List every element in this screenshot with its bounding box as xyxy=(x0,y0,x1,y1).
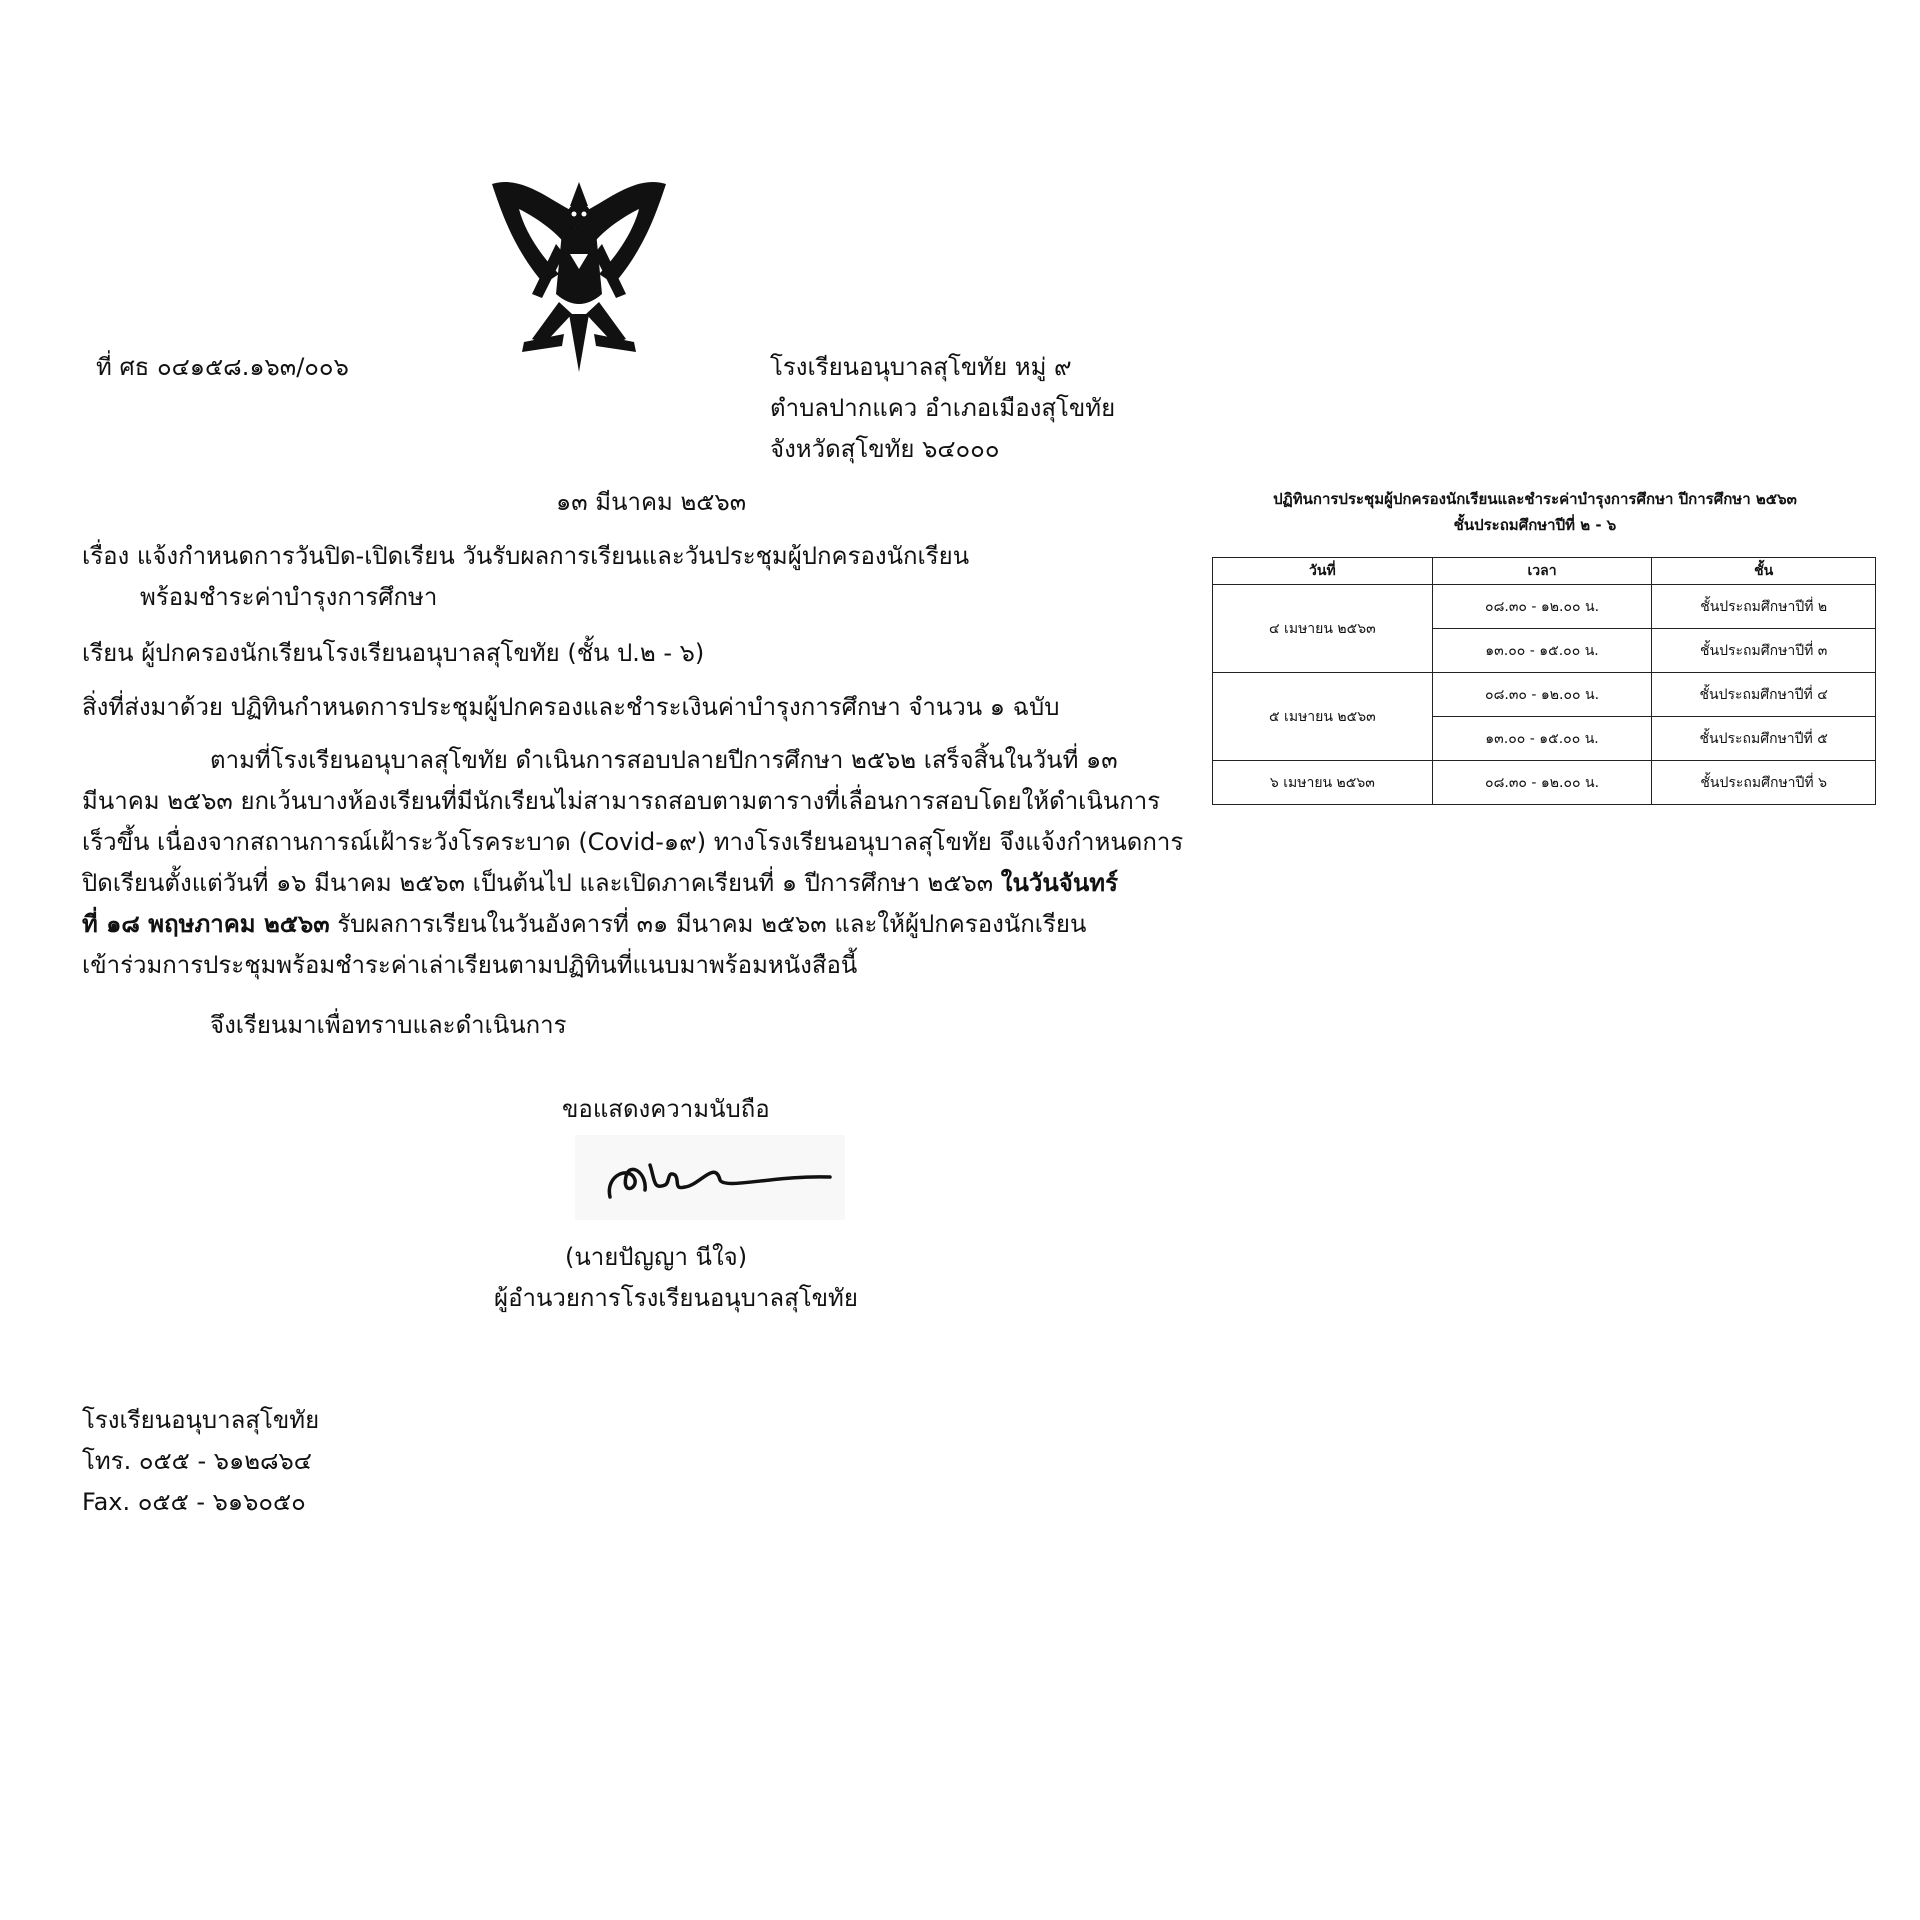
grade-cell: ชั้นประถมศึกษาปีที่ ๔ xyxy=(1652,673,1876,717)
table-row xyxy=(1213,761,1876,805)
letter-footer xyxy=(82,1400,319,1523)
subject-line: เรื่อง แจ้งกำหนดการวันปิด-เปิดเรียน วันรับผลการเรียนและวันประชุมผู้ปกครองนักเรียน xyxy=(82,542,970,570)
body-text-bold: ในวันจันทร์ xyxy=(1000,869,1118,897)
address-line: ตำบลปากแคว อำเภอเมืองสุโขทัย xyxy=(770,394,1116,422)
body-line: ตามที่โรงเรียนอนุบาลสุโขทัย ดำเนินการสอบปลายปีการศึกษา ๒๕๖๒ เสร็จสิ้นในวันที่ ๑๓ xyxy=(210,746,1118,774)
grade-cell: ชั้นประถมศึกษาปีที่ ๒ xyxy=(1652,585,1876,629)
time-cell: ๐๘.๓๐ - ๑๒.๐๐ น. xyxy=(1432,673,1652,717)
time-cell: ๑๓.๐๐ - ๑๕.๐๐ น. xyxy=(1432,629,1652,673)
table-row xyxy=(1213,673,1876,717)
letter-recipient: เรียน ผู้ปกครองนักเรียนโรงเรียนอนุบาลสุโขทัย (ชั้น ป.๒ - ๖) xyxy=(82,639,705,667)
schedule-title-line: ชั้นประถมศึกษาปีที่ ๒ - ๖ xyxy=(1453,516,1617,534)
letter-enclosure: สิ่งที่ส่งมาด้วย ปฏิทินกำหนดการประชุมผู้ปกครองและชำระเงินค่าบำรุงการศึกษา จำนวน ๑ ฉบับ xyxy=(82,693,1060,721)
grade-cell: ชั้นประถมศึกษาปีที่ ๕ xyxy=(1652,717,1876,761)
body-text-bold: ที่ ๑๘ พฤษภาคม ๒๕๖๓ xyxy=(82,910,330,938)
schedule-table xyxy=(1212,557,1876,805)
schedule-title-line: ปฏิทินการประชุมผู้ปกครองนักเรียนและชำระค่าบำรุงการศึกษา ปีการศึกษา ๒๕๖๓ xyxy=(1273,490,1797,508)
grade-cell: ชั้นประถมศึกษาปีที่ ๓ xyxy=(1652,629,1876,673)
grade-cell: ชั้นประถมศึกษาปีที่ ๖ xyxy=(1652,761,1876,805)
footer-line: Fax. ๐๕๕ - ๖๑๖๐๕๐ xyxy=(82,1488,306,1516)
body-line xyxy=(82,863,1118,904)
schedule-title xyxy=(1210,486,1860,538)
letter-body xyxy=(82,740,1184,986)
address-line: จังหวัดสุโขทัย ๖๔๐๐๐ xyxy=(770,435,1000,463)
table-row xyxy=(1213,585,1876,629)
letter-date: ๑๓ มีนาคม ๒๕๖๓ xyxy=(556,488,747,516)
address-line: โรงเรียนอนุบาลสุโขทัย หมู่ ๙ xyxy=(770,353,1072,381)
letter-regards: ขอแสดงความนับถือ xyxy=(562,1095,770,1123)
date-cell: ๖ เมษายน ๒๕๖๓ xyxy=(1213,761,1433,805)
date-cell: ๔ เมษายน ๒๕๖๓ xyxy=(1213,585,1433,673)
date-cell: ๕ เมษายน ๒๕๖๓ xyxy=(1213,673,1433,761)
body-text: รับผลการเรียนในวันอังคารที่ ๓๑ มีนาคม ๒๕๖๓ และให้ผู้ปกครองนักเรียน xyxy=(329,910,1087,938)
school-address xyxy=(770,347,1115,470)
footer-line: โทร. ๐๕๕ - ๖๑๒๘๖๔ xyxy=(82,1447,312,1475)
signer-title: ผู้อำนวยการโรงเรียนอนุบาลสุโขทัย xyxy=(494,1284,858,1312)
body-text: ปิดเรียนตั้งแต่วันที่ ๑๖ มีนาคม ๒๕๖๓ เป็นต้นไป และเปิดภาคเรียนที่ ๑ ปีการศึกษา ๒๕๖๓ xyxy=(82,869,1001,897)
column-header-date: วันที่ xyxy=(1213,558,1433,585)
table-header-row xyxy=(1213,558,1876,585)
garuda-emblem-icon xyxy=(484,174,674,374)
letter-closing: จึงเรียนมาเพื่อทราบและดำเนินการ xyxy=(210,1011,567,1039)
body-line xyxy=(82,904,1092,945)
column-header-time: เวลา xyxy=(1432,558,1652,585)
time-cell: ๑๓.๐๐ - ๑๕.๐๐ น. xyxy=(1432,717,1652,761)
body-line: เร็วขึ้น เนื่องจากสถานการณ์เฝ้าระวังโรคระบาด (Covid-๑๙) ทางโรงเรียนอนุบาลสุโขทัย จึงแจ้งกำหนดการ xyxy=(82,828,1184,856)
time-cell: ๐๘.๓๐ - ๑๒.๐๐ น. xyxy=(1432,761,1652,805)
body-line: มีนาคม ๒๕๖๓ ยกเว้นบางห้องเรียนที่มีนักเรียนไม่สามารถสอบตามตารางที่เลื่อนการสอบโดยให้ดำเนินการ xyxy=(82,787,1161,815)
document-number: ที่ ศธ ๐๔๑๕๘.๑๖๓/๐๐๖ xyxy=(96,353,349,381)
column-header-grade: ชั้น xyxy=(1652,558,1876,585)
footer-line: โรงเรียนอนุบาลสุโขทัย xyxy=(82,1406,320,1434)
signature-image xyxy=(575,1135,845,1220)
letter-subject xyxy=(82,536,969,618)
subject-line: พร้อมชำระค่าบำรุงการศึกษา xyxy=(140,583,438,611)
body-line: เข้าร่วมการประชุมพร้อมชำระค่าเล่าเรียนตามปฏิทินที่แนบมาพร้อมหนังสือนี้ xyxy=(82,951,858,979)
signer-name: (นายปัญญา นีใจ) xyxy=(565,1243,748,1271)
time-cell: ๐๘.๓๐ - ๑๒.๐๐ น. xyxy=(1432,585,1652,629)
